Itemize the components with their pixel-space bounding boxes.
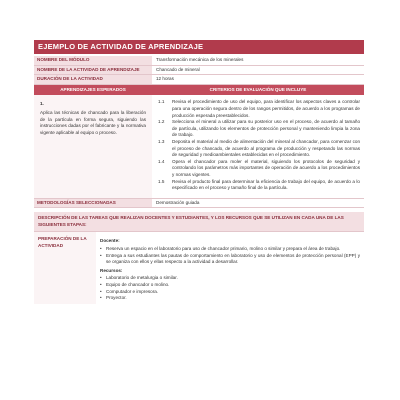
- row-label: NOMBRE DEL MÓDULO: [34, 56, 152, 65]
- row-value: Transformación mecánica de los minerales: [156, 57, 244, 62]
- bullet-icon: •: [100, 288, 102, 294]
- list-item: [100, 289, 360, 296]
- bullet-icon: •: [100, 282, 102, 288]
- list-item-text: Proyector.: [106, 295, 127, 301]
- row-label: DURACIÓN DE LA ACTIVIDAD: [34, 75, 152, 84]
- learning-number: 1.: [40, 101, 44, 107]
- list-item-text: Reserva un espacio en el laboratorio para uso de chancador primario, molino o similar y prepara el área de trabajo.: [106, 246, 341, 252]
- list-item-text: Computador e impresora.: [106, 288, 159, 294]
- criteria-number: 1.5: [158, 178, 165, 184]
- list-item-text: Laboratorio de metalurgia o similar.: [106, 275, 178, 281]
- header-learning: APRENDIZAJES ESPERADOS: [60, 86, 126, 92]
- list-item: [100, 253, 360, 266]
- row-label: METODOLOGÍAS SELECCIONADAS: [34, 199, 152, 208]
- row-value: Chancado de mineral: [156, 66, 200, 72]
- learning-text: Aplica las técnicas de chancado para la liberación de la partícula en forma segura, siguiendo las instrucciones dadas por el fabricante y la normativa vigente aplicable al equipo o proceso.: [40, 109, 146, 135]
- docente-label: Docente:: [100, 238, 120, 244]
- criteria-text: Selecciona el mineral a utilizar para su posterior uso en el proceso, de acuerdo al tamaño de partícula, utilizando los elementos de protección personal y manteniendo limpia la zona de trabajo.: [172, 119, 360, 138]
- learning-outcome: [34, 95, 152, 197]
- bullet-icon: •: [100, 295, 102, 301]
- row-methodology: [34, 199, 364, 209]
- criteria-text: Opera el chancador para moler el material, siguiendo los protocolos de seguridad y controlando los parámetros más importantes de operación de acuerdo a los procedimientos y normas vigentes.: [172, 158, 360, 177]
- criteria-number: 1.2: [158, 119, 165, 125]
- criteria-text: Revisa el procedimiento de uso del equipo, para identificar los aspectos claves a controlar para una operación segura dentro de los rangos permitidos, de acuerdo a los programas de producción esperada preestablecidos.: [172, 99, 360, 118]
- header-criteria: CRITERIOS DE EVALUACIÓN QUE INCLUYE: [209, 86, 307, 92]
- section-header: [34, 85, 364, 96]
- list-item: [100, 295, 360, 302]
- preparation-label: PREPARACIÓN DE LA ACTIVIDAD: [34, 232, 96, 303]
- preparation-section: [34, 232, 364, 303]
- criteria-item: [158, 119, 360, 139]
- criteria-item: [158, 159, 360, 179]
- criteria-number: 1.3: [158, 138, 165, 144]
- criteria-text: Revisa el producto final para determinar la eficiencia de trabajo del equipo, de acuerdo a lo especificado en el proceso y tamaño final de la partícula.: [172, 178, 360, 191]
- bullet-icon: •: [100, 252, 102, 258]
- criteria-item: [158, 179, 360, 192]
- recursos-label: Recursos:: [100, 267, 123, 273]
- row-activity: [34, 66, 364, 76]
- list-item-text: Entrega a sus estudiantes las pautas de comportamiento en laboratorio y uso de elementos de protección personal (EPP) y se organiza con ellos y ellas respecto a la actividad a desarrollar.: [106, 252, 360, 265]
- learning-criteria-body: [34, 95, 364, 198]
- row-duration: [34, 75, 364, 85]
- list-item: [100, 246, 360, 253]
- row-label: NOMBRE DE LA ACTIVIDAD DE APRENDIZAJE: [34, 66, 152, 75]
- criteria-list: [152, 95, 364, 197]
- document-title: EJEMPLO DE ACTIVIDAD DE APRENDIZAJE: [34, 40, 364, 54]
- list-item: [100, 275, 360, 282]
- activity-sheet: [34, 56, 364, 304]
- bullet-icon: •: [100, 246, 102, 252]
- criteria-number: 1.1: [158, 99, 165, 105]
- criteria-item: [158, 139, 360, 159]
- row-value: 12 horas: [156, 76, 174, 82]
- criteria-item: [158, 99, 360, 119]
- row-module: [34, 56, 364, 66]
- criteria-text: Deposita el material al medio de alimentación del mineral al chancador, para comenzar con el proceso de chancado, de acuerdo al programa de producción y respetando las normas de seguridad y medioambientales establecidas en el procedimiento.: [172, 138, 360, 158]
- preparation-content: [96, 232, 364, 303]
- criteria-number: 1.4: [158, 158, 165, 164]
- list-item: [100, 282, 360, 289]
- description-header: DESCRIPCIÓN DE LAS TAREAS QUE REALIZAN DOCENTES Y ESTUDIANTES, Y LOS RECURSOS QUE SE UTILIZAN EN CADA UNA DE LAS SIGUIENTES ETAPAS:: [34, 212, 364, 232]
- list-item-text: Equipo de chancador o molino.: [106, 282, 170, 288]
- row-value: Demostración guiada: [156, 199, 200, 205]
- bullet-icon: •: [100, 275, 102, 281]
